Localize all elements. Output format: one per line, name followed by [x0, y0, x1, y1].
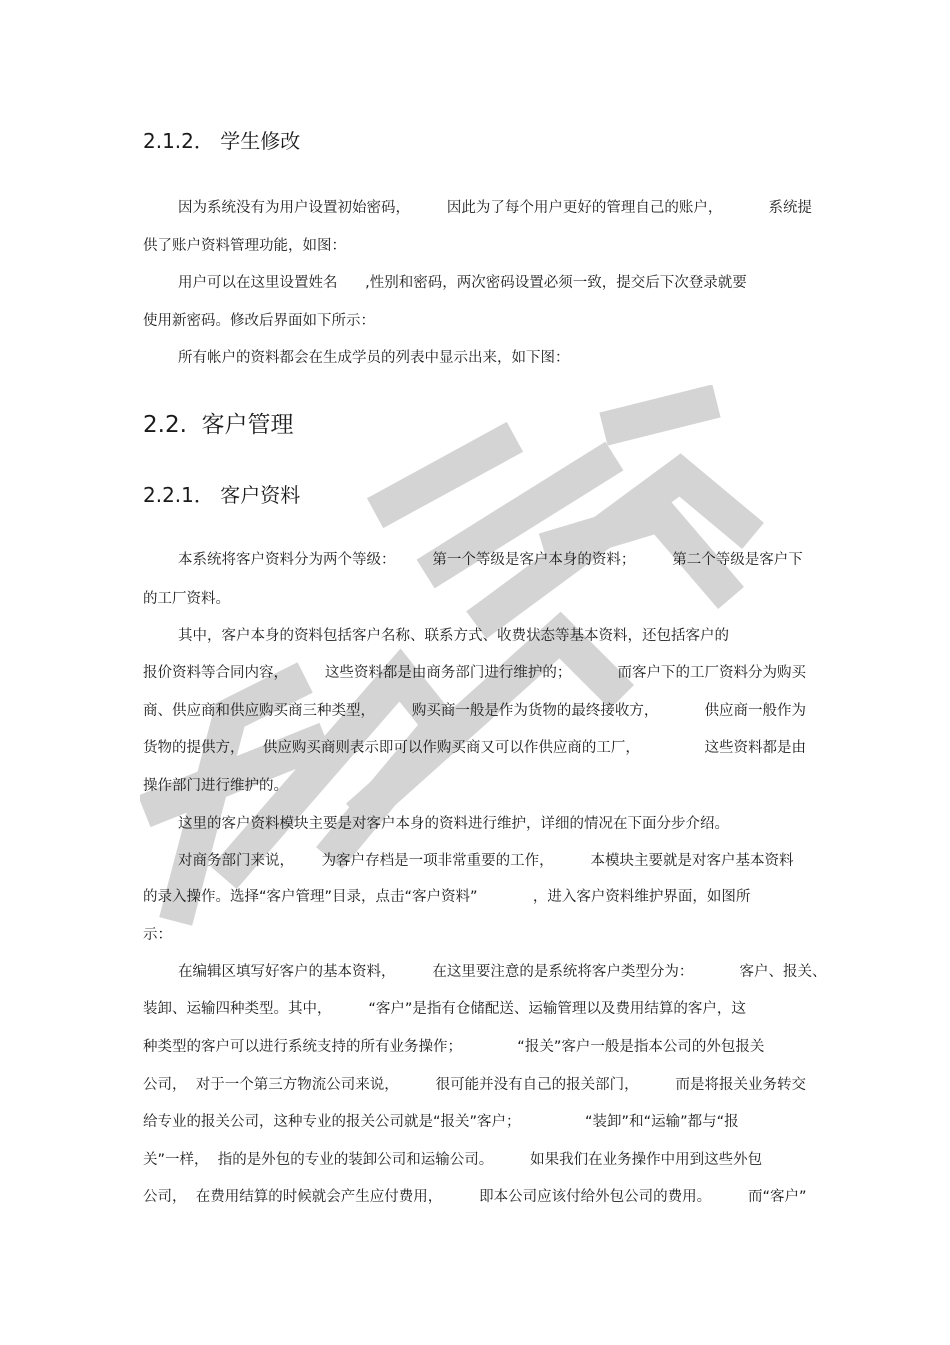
paragraph-line: 的工厂资料。	[143, 591, 230, 607]
paragraph-line: 因为系统没有为用户设置初始密码， 因此为了每个用户更好的管理自己的账户， 系统提	[178, 200, 812, 216]
paragraph-line: 的录入操作。选择“客户管理”目录，点击“客户资料” ，进入客户资料维护界面，如图所	[143, 889, 751, 905]
paragraph-line: 本系统将客户资料分为两个等级： 第一个等级是客户本身的资料； 第二个等级是客户下	[178, 552, 803, 568]
paragraph-line: 所有帐户的资料都会在生成学员的列表中显示出来，如下图：	[178, 350, 570, 366]
paragraph-line: 供了账户资料管理功能，如图：	[143, 238, 346, 254]
paragraph-line: 使用新密码。修改后界面如下所示：	[143, 313, 375, 329]
paragraph-line: 公司， 在费用结算的时候就会产生应付费用， 即本公司应该付给外包公司的费用。 而“客户”	[143, 1189, 807, 1205]
paragraph-line: 关”一样， 指的是外包的专业的装卸公司和运输公司。 如果我们在业务操作中用到这些外包	[143, 1152, 763, 1168]
paragraph-line: 种类型的客户可以进行系统支持的所有业务操作； “报关”客户一般是指本公司的外包报关	[143, 1039, 765, 1055]
paragraph-line: 报价资料等合同内容， 这些资料都是由商务部门进行维护的； 而客户下的工厂资料分为购买	[143, 665, 806, 681]
paragraph-line: 货物的提供方， 供应购买商则表示即可以作购买商又可以作供应商的工厂， 这些资料都是由	[143, 740, 806, 756]
heading-2-2: 2.2. 客户管理	[143, 412, 294, 438]
heading-2-2-1: 2.2.1． 客户资料	[143, 483, 301, 507]
paragraph-line: 其中，客户本身的资料包括客户名称、联系方式、收费状态等基本资料，还包括客户的	[178, 628, 729, 644]
paragraph-line: 在编辑区填写好客户的基本资料， 在这里要注意的是系统将客户类型分为： 客户、报关、	[178, 964, 827, 980]
paragraph-line: 这里的客户资料模块主要是对客户本身的资料进行维护，详细的情况在下面分步介绍。	[178, 816, 729, 832]
paragraph-line: 操作部门进行维护的。	[143, 778, 288, 794]
paragraph-line: 示：	[143, 927, 172, 943]
heading-2-1-2: 2.1.2． 学生修改	[143, 129, 301, 153]
paragraph-line: 公司， 对于一个第三方物流公司来说， 很可能并没有自己的报关部门， 而是将报关业务转交	[143, 1077, 806, 1093]
paragraph-line: 商、供应商和供应购买商三种类型， 购买商一般是作为货物的最终接收方， 供应商一般作为	[143, 703, 806, 719]
paragraph-line: 用户可以在这里设置姓名 ,性别和密码，两次密码设置必须一致，提交后下次登录就要	[178, 275, 747, 291]
paragraph-line: 对商务部门来说， 为客户存档是一项非常重要的工作， 本模块主要就是对客户基本资料	[178, 853, 794, 869]
paragraph-line: 给专业的报关公司，这种专业的报关公司就是“报关”客户； “装卸”和“运输”都与“报	[143, 1114, 739, 1130]
paragraph-line: 装卸、运输四种类型。其中， “客户”是指有仓储配送、运输管理以及费用结算的客户，这	[143, 1001, 746, 1017]
